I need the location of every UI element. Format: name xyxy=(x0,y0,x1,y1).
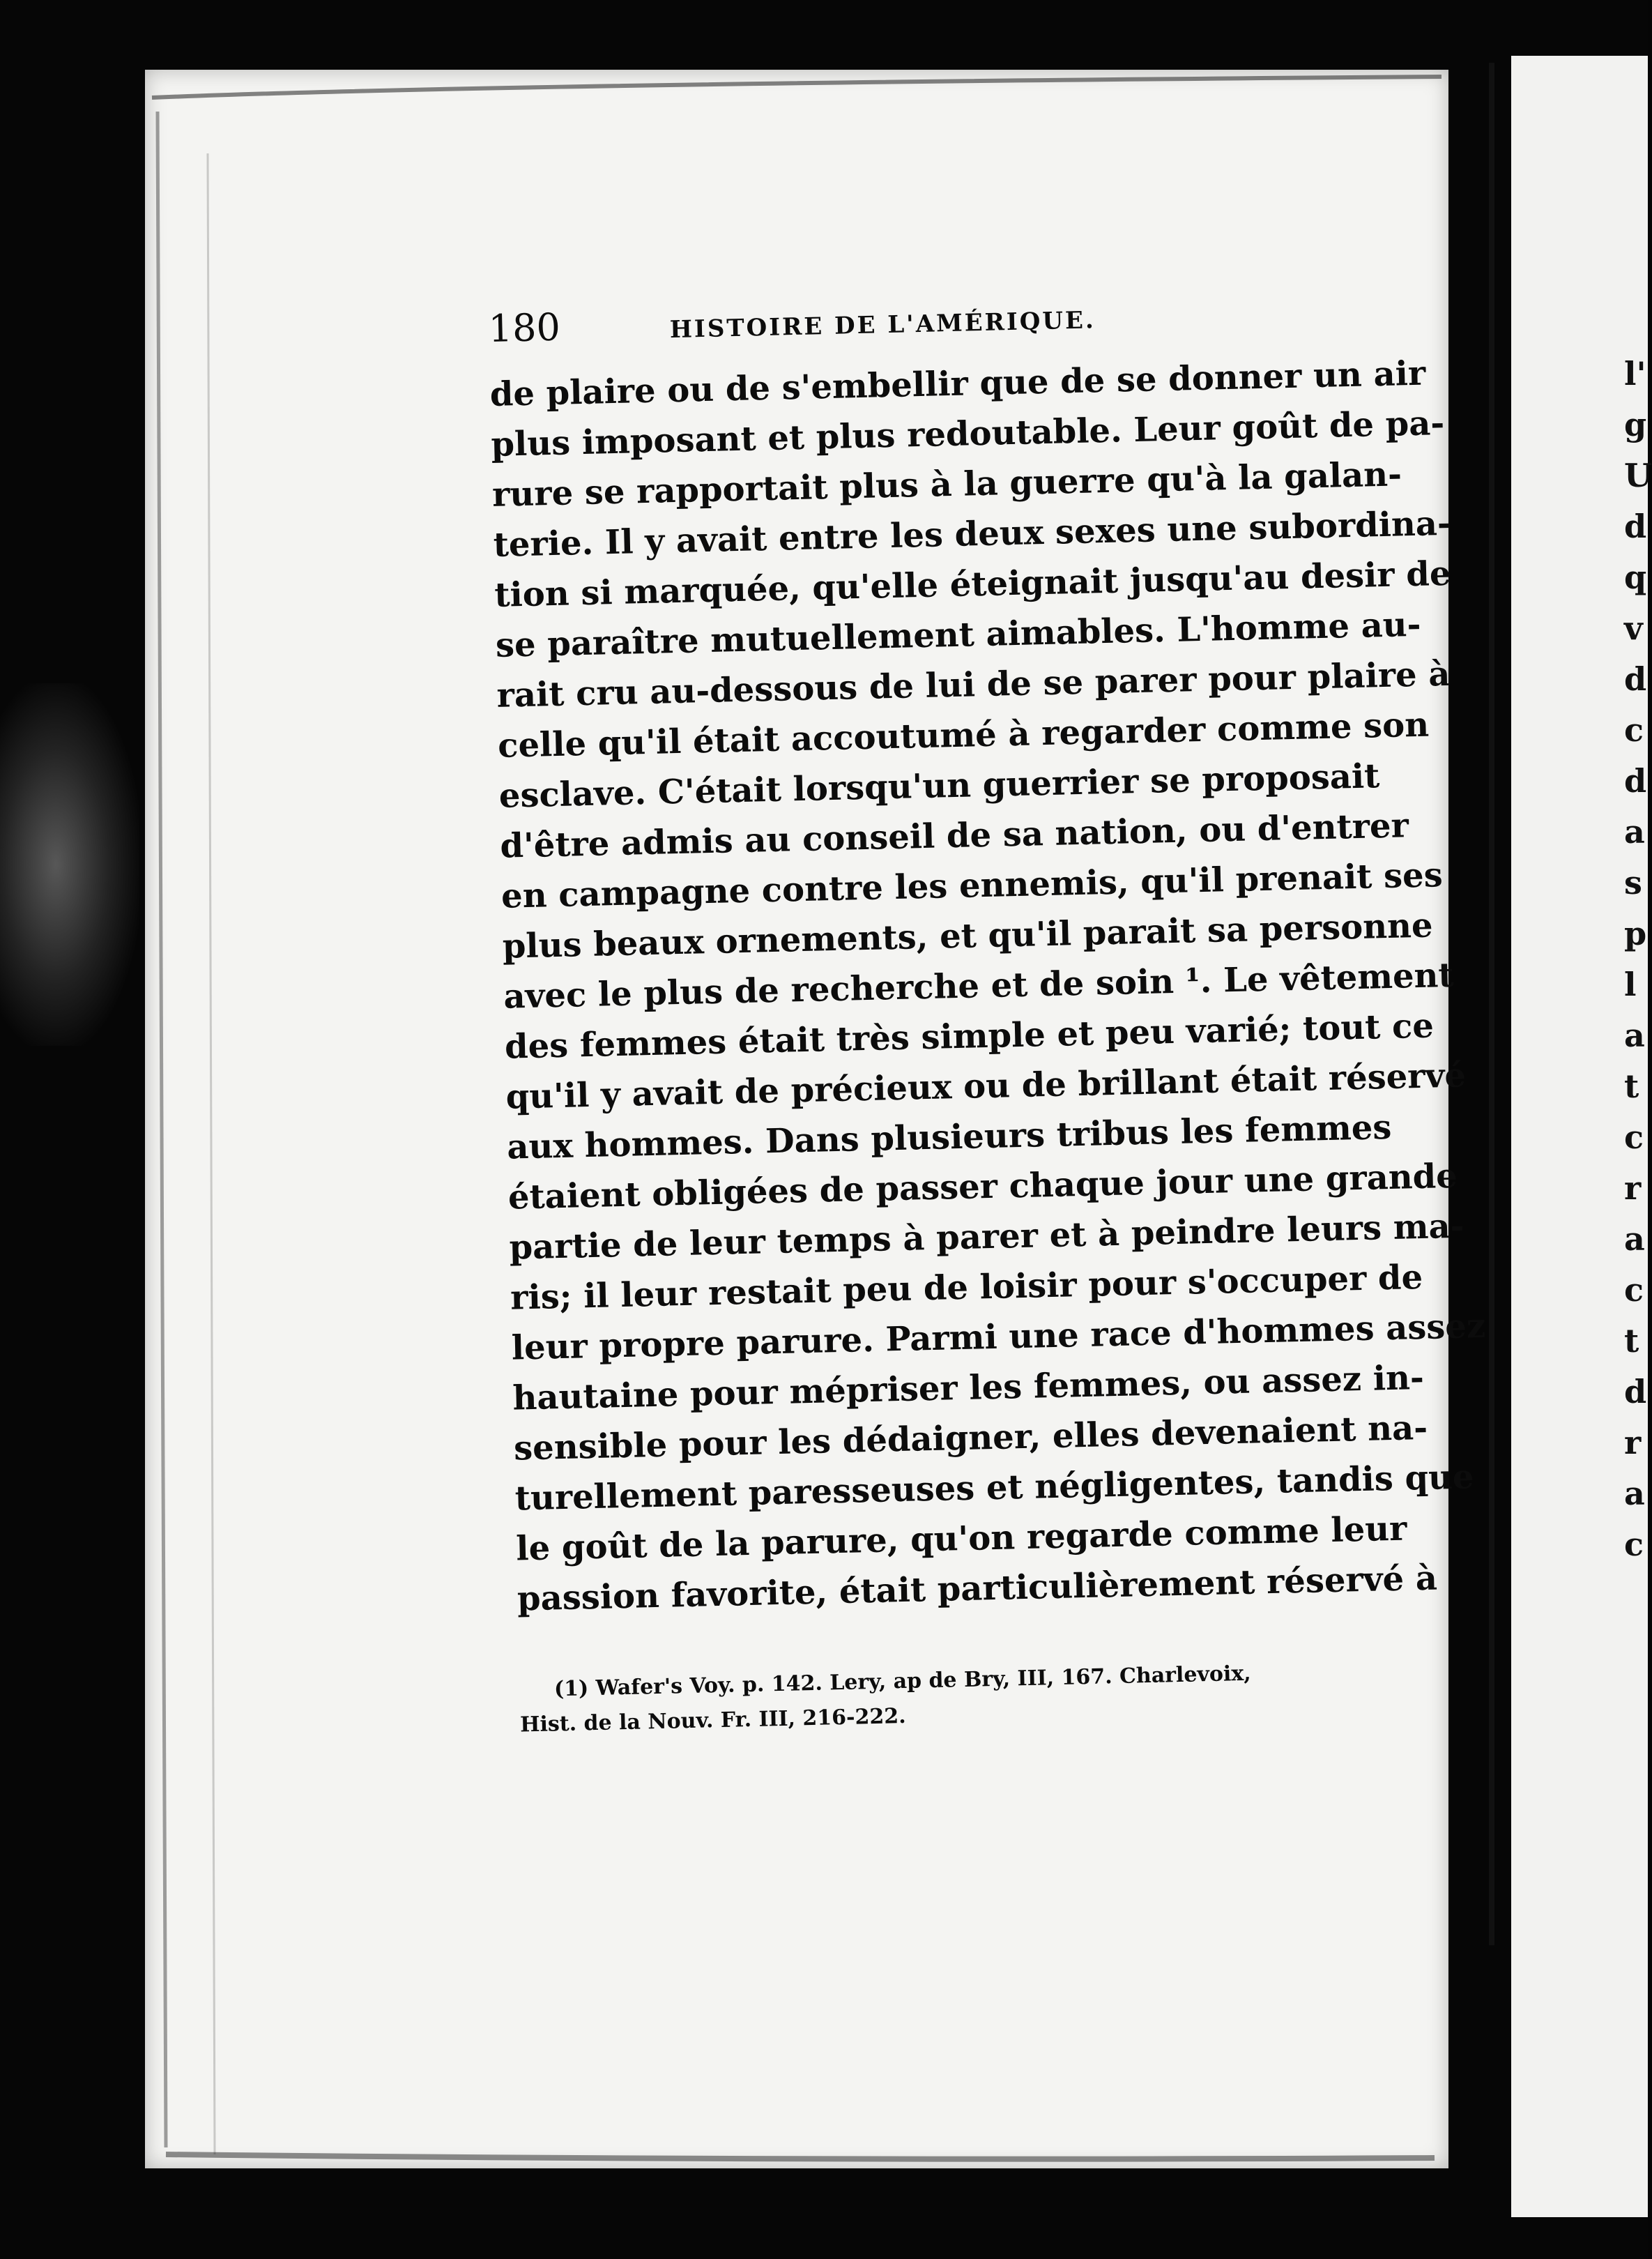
footnote-line: Hist. de la Nouv. Fr. III, 216-222. xyxy=(519,1703,906,1737)
body-line: hautaine pour mépriser les femmes, ou assez in- xyxy=(512,1357,1425,1418)
facing-letter: l xyxy=(1624,966,1637,1003)
body-line: en campagne contre les ennemis, qu'il prenait ses xyxy=(500,855,1444,916)
body-line: se paraître mutuellement aimables. L'homme au- xyxy=(495,604,1422,665)
body-line: aux hommes. Dans plusieurs tribus les femmes xyxy=(506,1107,1392,1167)
facing-letter: s xyxy=(1624,864,1642,902)
facing-letter: p xyxy=(1624,915,1647,952)
body-line: terie. Il y avait entre les deux sexes une subordina- xyxy=(493,503,1452,565)
facing-letter: t xyxy=(1624,1067,1639,1105)
facing-letter: d xyxy=(1624,1373,1647,1410)
facing-letter: c xyxy=(1624,1271,1644,1309)
facing-letter: g xyxy=(1624,406,1647,443)
facing-letter: t xyxy=(1624,1322,1639,1360)
body-line: leur propre parure. Parmi une race d'hommes assez xyxy=(511,1306,1486,1368)
body-line: rure se rapportait plus à la guerre qu'à la galan- xyxy=(491,455,1402,515)
body-line: avec le plus de recherche et de soin ¹. Le vêtement xyxy=(503,955,1455,1017)
body-line: sensible pour les dédaigner, elles devenaient na- xyxy=(513,1408,1428,1468)
page-number: 180 xyxy=(488,305,561,351)
facing-letter: d xyxy=(1624,508,1647,545)
facing-letter: q xyxy=(1624,558,1647,596)
facing-page-text-fragments xyxy=(1624,349,1652,1570)
body-line: étaient obligées de passer chaque jour une grande xyxy=(507,1156,1458,1217)
body-line: turellement paresseuses et négligentes, tandis que xyxy=(514,1457,1475,1519)
facing-letter: v xyxy=(1624,609,1643,647)
body-line: ris; il leur restait peu de loisir pour s'occuper de xyxy=(510,1257,1423,1318)
body-line: d'être admis au conseil de sa nation, ou d'entrer xyxy=(499,806,1409,866)
body-line: de plaire ou de s'embellir que de se donner un air xyxy=(489,353,1426,414)
body-line: le goût de la parure, qu'on regarde comme leur xyxy=(515,1509,1407,1569)
facing-letter: a xyxy=(1624,1475,1645,1512)
body-paragraph xyxy=(489,350,1486,1625)
body-line: tion si marquée, qu'elle éteignait jusqu'au desir de xyxy=(494,554,1452,615)
running-head: HISTOIRE DE L'AMÉRIQUE. xyxy=(669,306,1096,344)
facing-letter: c xyxy=(1624,1118,1644,1156)
facing-letter: d xyxy=(1624,660,1647,698)
edge-stain xyxy=(0,683,139,1046)
facing-letter: a xyxy=(1624,1220,1645,1258)
facing-letter: c xyxy=(1624,1526,1644,1563)
facing-letter: d xyxy=(1624,762,1647,800)
body-line: partie de leur temps à parer et à peindre leurs ma- xyxy=(508,1206,1465,1268)
facing-letter: a xyxy=(1624,1017,1645,1054)
facing-letter: c xyxy=(1624,711,1644,749)
body-line: plus imposant et plus redoutable. Leur goût de pa- xyxy=(490,403,1445,464)
gutter-shadow xyxy=(1489,63,1494,1945)
body-line: passion favorite, était particulièrement réservé à xyxy=(517,1558,1438,1619)
facing-letter: r xyxy=(1624,1169,1642,1207)
facing-letter: a xyxy=(1624,813,1645,851)
facing-letter: U xyxy=(1624,457,1652,494)
footnote-line: (1) Wafer's Voy. p. 142. Lery, ap de Bry, III, 167. Charlevoix, xyxy=(553,1661,1251,1702)
facing-letter: r xyxy=(1624,1424,1642,1461)
body-line: qu'il y avait de précieux ou de brillant était réservé xyxy=(505,1056,1467,1117)
facing-letter: l' xyxy=(1624,355,1646,393)
body-line: plus beaux ornements, et qu'il parait sa personne xyxy=(502,906,1434,966)
body-line: rait cru au-dessous de lui de se parer pour plaire à xyxy=(496,654,1451,715)
body-line: esclave. C'était lorsqu'un guerrier se proposait xyxy=(498,756,1380,816)
body-line: celle qu'il était accoutumé à regarder comme son xyxy=(497,705,1430,766)
body-line: des femmes était très simple et peu varié; tout ce xyxy=(504,1006,1435,1067)
page-text xyxy=(488,287,1486,1743)
